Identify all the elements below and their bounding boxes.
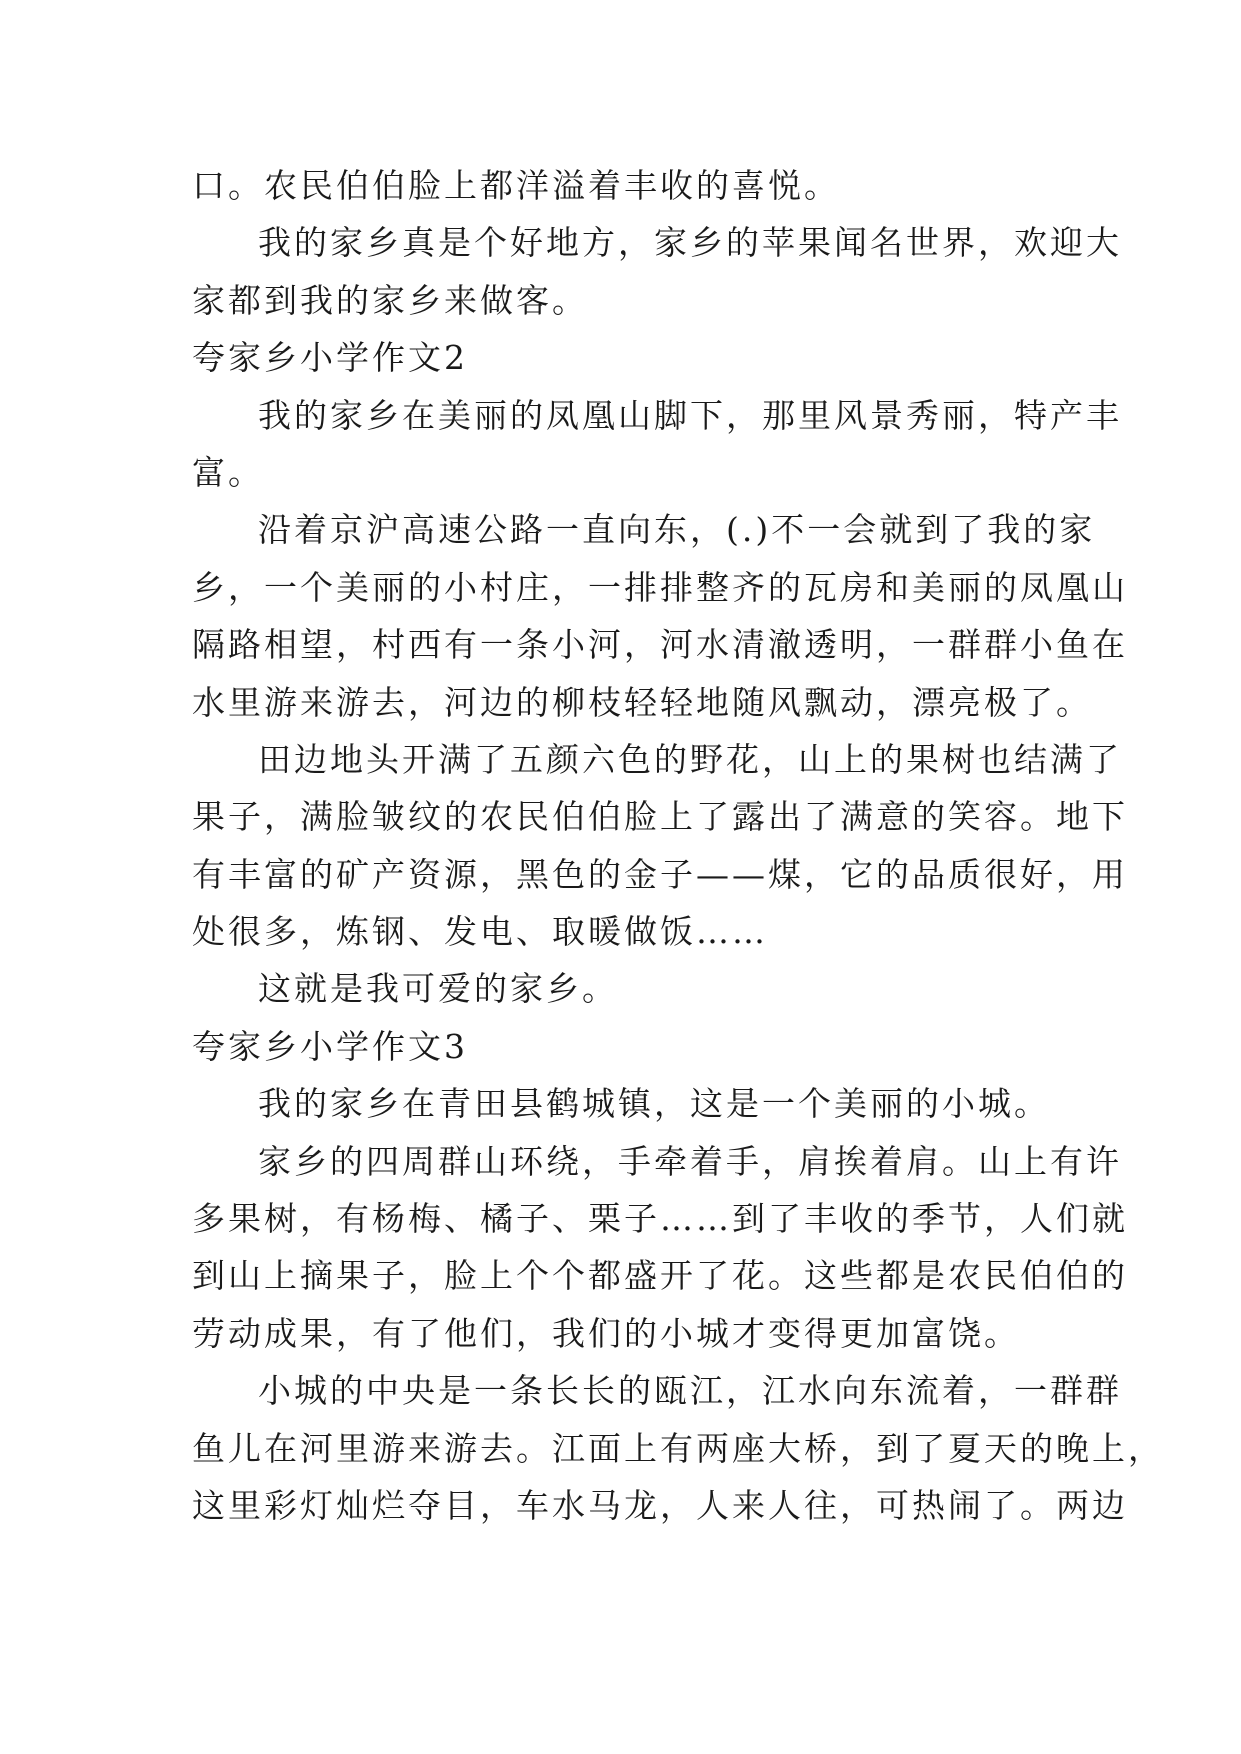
text-line: 田边地头开满了五颜六色的野花，山上的果树也结满了: [258, 739, 1122, 779]
text-line: 小城的中央是一条长长的瓯江，江水向东流着，一群群: [258, 1371, 1122, 1411]
text-line: 口。农民伯伯脸上都洋溢着丰收的喜悦。: [192, 166, 840, 205]
text-line: 这就是我可爱的家乡。: [258, 969, 618, 1009]
text-line: 有丰富的矿产资源，黑色的金子——煤，它的品质很好，用: [192, 854, 1128, 894]
text-line: 鱼儿在河里游来游去。江面上有两座大桥，到了夏天的晚上，: [192, 1428, 1164, 1468]
text-line: 到山上摘果子，脸上个个都盛开了花。这些都是农民伯伯的: [192, 1256, 1128, 1296]
section-heading: 夸家乡小学作文3: [192, 1026, 468, 1066]
text-line: 劳动成果，有了他们，我们的小城才变得更加富饶。: [192, 1313, 1020, 1353]
text-line: 我的家乡真是个好地方，家乡的苹果闻名世界，欢迎大: [258, 223, 1122, 263]
text-line: 乡，一个美丽的小村庄，一排排整齐的瓦房和美丽的凤凰山: [192, 567, 1128, 607]
document-body: [192, 157, 1164, 1534]
text-line: 水里游来游去，河边的柳枝轻轻地随风飘动，漂亮极了。: [192, 682, 1092, 722]
text-line: 我的家乡在美丽的凤凰山脚下，那里风景秀丽，特产丰: [258, 395, 1122, 435]
text-line: 家都到我的家乡来做客。: [192, 280, 588, 320]
text-line: 我的家乡在青田县鹤城镇，这是一个美丽的小城。: [258, 1084, 1050, 1124]
text-line: 多果树，有杨梅、橘子、栗子……到了丰收的季节，人们就: [192, 1199, 1128, 1239]
text-line: 处很多，炼钢、发电、取暖做饭……: [192, 912, 768, 952]
text-line: 家乡的四周群山环绕，手牵着手，肩挨着肩。山上有许: [258, 1141, 1122, 1181]
text-line: 沿着京沪高速公路一直向东，(.)不一会就到了我的家: [258, 510, 1096, 550]
section-heading: 夸家乡小学作文2: [192, 338, 468, 378]
text-line: 隔路相望，村西有一条小河，河水清澈透明，一群群小鱼在: [192, 625, 1128, 665]
text-line: 这里彩灯灿烂夺目，车水马龙，人来人往，可热闹了。两边: [192, 1485, 1128, 1525]
text-line: 富。: [192, 452, 264, 492]
text-line: 果子，满脸皱纹的农民伯伯脸上了露出了满意的笑容。地下: [192, 797, 1128, 837]
